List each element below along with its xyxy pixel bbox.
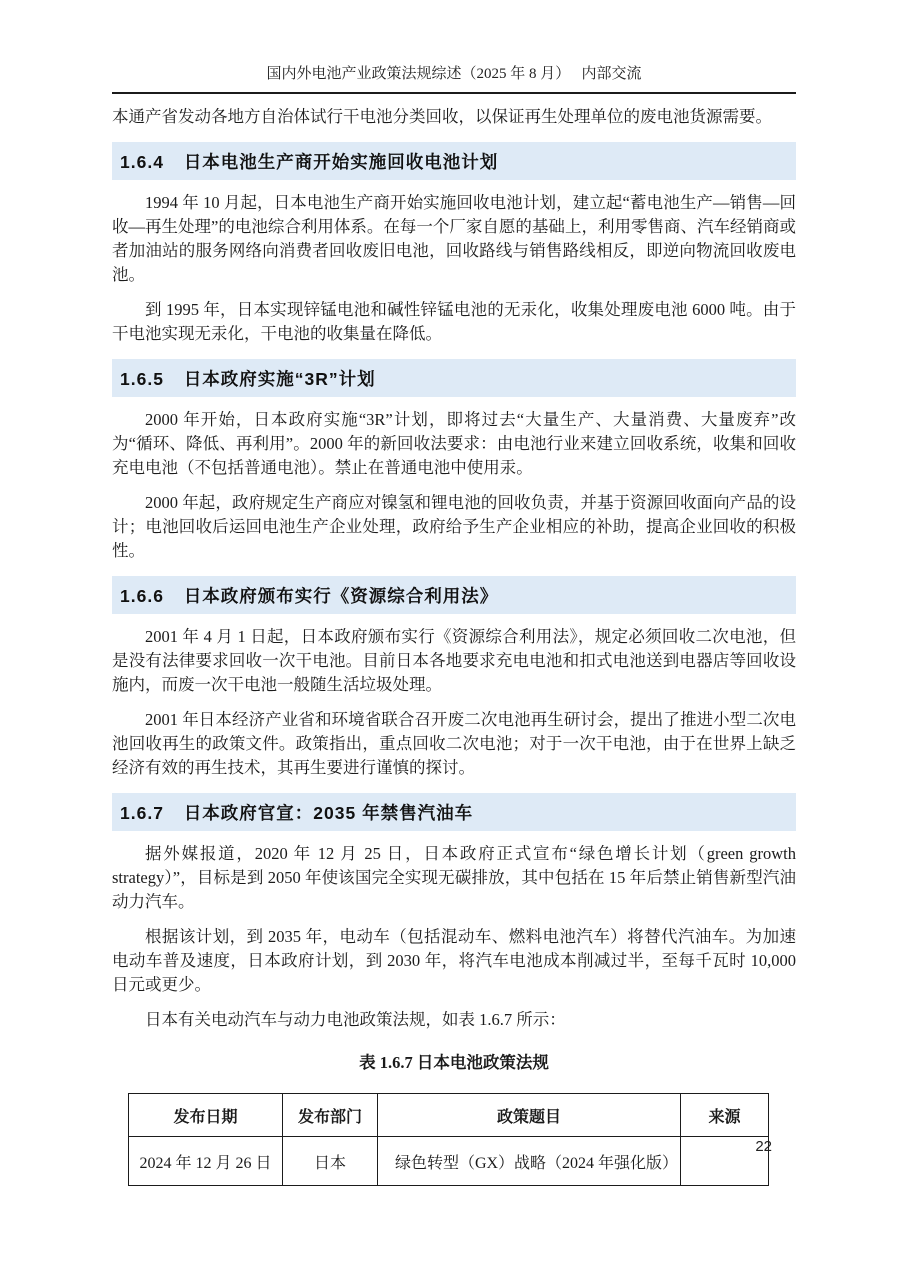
table-cell-policy-title: 绿色转型（GX）战略（2024 年强化版）: [378, 1137, 681, 1186]
table-header-publish-dept: 发布部门: [283, 1094, 378, 1137]
policy-table: [128, 1093, 769, 1186]
section-number: 1.6.7: [120, 803, 164, 823]
paragraph: 据外媒报道，2020 年 12 月 25 日，日本政府正式宣布“绿色增长计划（green growth strategy）”，目标是到 2050 年使该国完全实现无碳排放，其中包括在 15 年后禁止销售新型汽油动力汽车。: [112, 844, 796, 911]
section-heading-1-6-7: [112, 793, 796, 831]
page-header-text: 国内外电池产业政策法规综述（2025 年 8 月） 内部交流: [266, 66, 642, 82]
section-title: 日本电池生产商开始实施回收电池计划: [183, 152, 499, 172]
paragraph: 2001 年日本经济产业省和环境省联合召开废二次电池再生研讨会，提出了推进小型二次电池回收再生的政策文件。政策指出，重点回收二次电池；对于一次干电池，由于在世界上缺乏经济有效的再生技术，其再生要进行谨慎的探讨。: [112, 710, 796, 777]
table-row: [129, 1137, 769, 1186]
table-header-policy-title: 政策题目: [378, 1094, 681, 1137]
paragraph: 根据该计划，到 2035 年，电动车（包括混动车、燃料电池汽车）将替代汽油车。为加速电动车普及速度，日本政府计划，到 2030 年，将汽车电池成本削减过半，至每千瓦时 10,000 日元或更少。: [112, 927, 796, 994]
table-cell-publish-dept: 日本: [283, 1137, 378, 1186]
section-title: 日本政府官宣：2035 年禁售汽油车: [183, 803, 474, 823]
page-number: 22: [755, 1138, 772, 1155]
table-header-row: [129, 1094, 769, 1137]
page-header: [112, 62, 796, 94]
section-heading-1-6-4: [112, 142, 796, 180]
paragraph: 2000 年起，政府规定生产商应对镍氢和锂电池的回收负责，并基于资源回收面向产品的设计；电池回收后运回电池生产企业处理，政府给予生产企业相应的补助，提高企业回收的积极性。: [112, 493, 796, 560]
section-heading-1-6-5: [112, 359, 796, 397]
paragraph: 2000 年开始，日本政府实施“3R”计划，即将过去“大量生产、大量消费、大量废弃”改为“循环、降低、再利用”。2000 年的新回收法要求：由电池行业来建立回收系统，收集和回收充电电池（不包括普通电池）。禁止在普通电池中使用汞。: [112, 410, 796, 477]
table-cell-publish-date: 2024 年 12 月 26 日: [129, 1137, 283, 1186]
table-header-source: 来源: [681, 1094, 769, 1137]
paragraph: 1994 年 10 月起，日本电池生产商开始实施回收电池计划，建立起“蓄电池生产—销售—回收—再生处理”的电池综合利用体系。在每一个厂家自愿的基础上，利用零售商、汽车经销商或者加油站的服务网络向消费者回收废旧电池，回收路线与销售路线相反，即逆向物流回收废电池。: [112, 193, 796, 284]
table-caption: 表 1.6.7 日本电池政策法规: [359, 1053, 549, 1072]
table-intro-paragraph: 日本有关电动汽车与动力电池政策法规，如表 1.6.7 所示：: [145, 1010, 566, 1029]
table-header-publish-date: 发布日期: [129, 1094, 283, 1137]
paragraph: 2001 年 4 月 1 日起，日本政府颁布实行《资源综合利用法》，规定必须回收二次电池，但是没有法律要求回收一次干电池。目前日本各地要求充电电池和扣式电池送到电器店等回收设施内，而废一次干电池一般随生活垃圾处理。: [112, 627, 796, 694]
section-number: 1.6.6: [120, 586, 164, 606]
section-heading-1-6-6: [112, 576, 796, 614]
section-title: 日本政府实施“3R”计划: [183, 369, 376, 389]
section-number: 1.6.4: [120, 152, 164, 172]
paragraph: 到 1995 年，日本实现锌锰电池和碱性锌锰电池的无汞化，收集处理废电池 6000 吨。由于干电池实现无汞化，干电池的收集量在降低。: [112, 300, 796, 343]
section-title: 日本政府颁布实行《资源综合利用法》: [183, 586, 499, 606]
intro-paragraph: 本通产省发动各地方自治体试行干电池分类回收，以保证再生处理单位的废电池货源需要。: [112, 107, 772, 126]
section-number: 1.6.5: [120, 369, 164, 389]
